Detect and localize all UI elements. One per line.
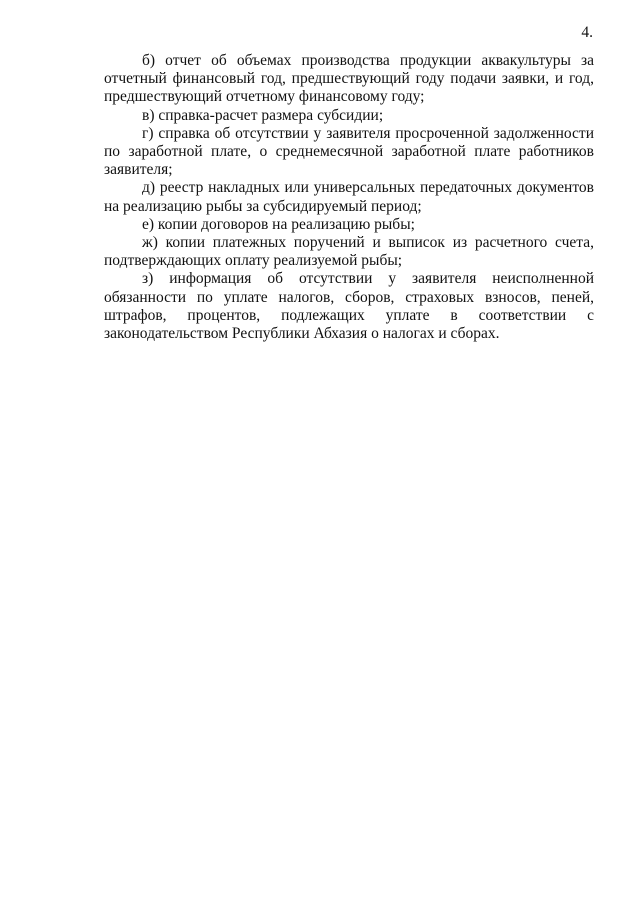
list-item-z: з) информация об отсутствии у заявителя неисполненной обязанности по уплате налогов, сборов, страховых взносов, пеней, штрафов, процентов, подлежащих уплате в соответствии с законодательством Республики Абхазия о налогах и сборах. <box>104 270 594 343</box>
list-item-b: б) отчет об объемах производства продукции аквакультуры за отчетный финансовый год, предшествующий году подачи заявки, и год, предшествующий отчетному финансовому году; <box>104 52 594 106</box>
list-item-zh: ж) копии платежных поручений и выписок из расчетного счета, подтверждающих оплату реализуемой рыбы; <box>104 234 594 270</box>
list-item-e: е) копии договоров на реализацию рыбы; <box>142 215 415 233</box>
list-item-g: г) справка об отсутствии у заявителя просроченной задолженности по заработной плате, о среднемесячной заработной плате работников заявителя; <box>104 124 594 179</box>
document-body <box>104 52 594 343</box>
list-item-v: в) справка-расчет размера субсидии; <box>142 106 384 124</box>
page-number: 4. <box>581 24 593 41</box>
list-item-d: д) реестр накладных или универсальных передаточных документов на реализацию рыбы за субсидируемый период; <box>104 179 594 215</box>
